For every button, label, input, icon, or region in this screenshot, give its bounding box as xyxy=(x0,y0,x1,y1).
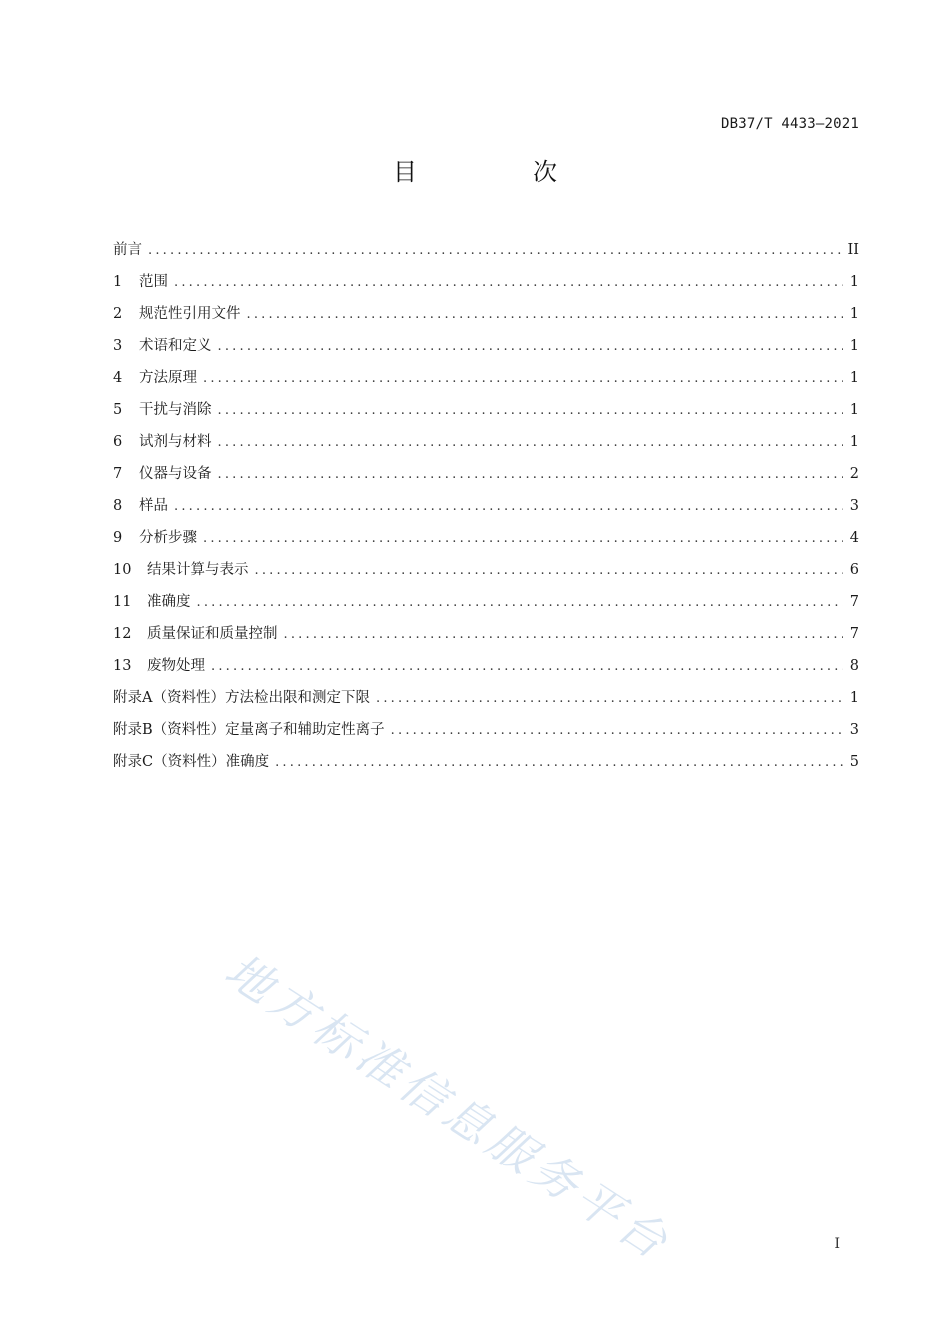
page-number: I xyxy=(834,1236,840,1252)
toc-entry[interactable] xyxy=(113,654,859,686)
toc-leader-dots xyxy=(174,275,843,290)
toc-entry-label: 干扰与消除 xyxy=(139,402,212,418)
toc-title: 目 次 xyxy=(393,158,603,186)
toc-entry-number: 10 xyxy=(113,562,132,578)
toc-entry-label: 准确度 xyxy=(147,594,191,610)
toc-leader-dots xyxy=(255,563,844,578)
toc-entry[interactable] xyxy=(113,270,859,302)
toc-entry-page: 3 xyxy=(849,722,859,738)
toc-leader-dots xyxy=(218,403,844,418)
toc-leader-dots xyxy=(197,595,844,610)
toc-entry-number: 7 xyxy=(113,466,123,482)
toc-entry[interactable] xyxy=(113,462,859,494)
toc-leader-dots xyxy=(211,659,843,674)
toc-leader-dots xyxy=(391,723,843,738)
toc-entry-number: 6 xyxy=(113,434,123,450)
toc-entry-number: 8 xyxy=(113,498,123,514)
toc-leader-dots xyxy=(284,627,844,642)
toc-leader-dots xyxy=(247,307,844,322)
toc-leader-dots xyxy=(275,755,843,770)
toc-entry-label: 结果计算与表示 xyxy=(147,562,249,578)
toc-entry[interactable] xyxy=(113,750,859,782)
toc-entry-page: 1 xyxy=(849,338,859,354)
toc-leader-dots xyxy=(203,531,843,546)
toc-leader-dots xyxy=(203,371,843,386)
toc-entry-label: 废物处理 xyxy=(147,658,205,674)
toc-entry-page: 6 xyxy=(849,562,859,578)
toc-entry-page: 2 xyxy=(849,466,859,482)
toc-entry[interactable] xyxy=(113,718,859,750)
toc-entry[interactable] xyxy=(113,238,859,270)
toc-entry[interactable] xyxy=(113,590,859,622)
toc-entry-page: 1 xyxy=(849,274,859,290)
toc-leader-dots xyxy=(376,691,843,706)
toc-entry-label: 术语和定义 xyxy=(139,338,212,354)
toc-entry-page: 3 xyxy=(849,498,859,514)
toc-entry-page: 5 xyxy=(849,754,859,770)
toc-entry[interactable] xyxy=(113,622,859,654)
toc-entry-label: 范围 xyxy=(139,274,168,290)
toc-entry-number: 2 xyxy=(113,306,123,322)
toc-entry[interactable] xyxy=(113,430,859,462)
toc-entry-label: 试剂与材料 xyxy=(139,434,212,450)
toc-entry-page: II xyxy=(847,242,859,258)
toc-entry-page: 7 xyxy=(849,626,859,642)
toc-entry[interactable] xyxy=(113,302,859,334)
toc-entry-number: 9 xyxy=(113,530,123,546)
toc-entry-page: 8 xyxy=(849,658,859,674)
toc-entry-number: 13 xyxy=(113,658,132,674)
toc-entry-label: 规范性引用文件 xyxy=(139,306,241,322)
toc-entry-label: 仪器与设备 xyxy=(139,466,212,482)
toc-entry-page: 1 xyxy=(849,434,859,450)
toc-entry-page: 1 xyxy=(849,690,859,706)
toc-entry-page: 1 xyxy=(849,370,859,386)
toc-entry-number: 11 xyxy=(113,594,132,610)
toc-entry-number: 5 xyxy=(113,402,123,418)
toc-entry-page: 4 xyxy=(849,530,859,546)
toc-entry-label: 质量保证和质量控制 xyxy=(147,626,278,642)
toc-leader-dots xyxy=(174,499,843,514)
toc-entry-label: 方法原理 xyxy=(139,370,197,386)
toc-entry-page: 1 xyxy=(849,306,859,322)
toc-leader-dots xyxy=(148,243,842,258)
watermark: 地方标准信息服务平台 xyxy=(215,942,682,1272)
toc-entry-number: 12 xyxy=(113,626,132,642)
toc-entry[interactable] xyxy=(113,526,859,558)
table-of-contents xyxy=(113,238,859,782)
toc-leader-dots xyxy=(218,467,844,482)
toc-entry-label: 附录C（资料性）准确度 xyxy=(113,754,270,770)
toc-entry-number: 4 xyxy=(113,370,123,386)
toc-leader-dots xyxy=(218,339,844,354)
toc-entry[interactable] xyxy=(113,686,859,718)
toc-entry-label: 分析步骤 xyxy=(139,530,197,546)
toc-entry[interactable] xyxy=(113,558,859,590)
toc-entry[interactable] xyxy=(113,398,859,430)
document-code: DB37/T 4433—2021 xyxy=(720,116,859,132)
toc-entry[interactable] xyxy=(113,366,859,398)
toc-entry-label: 样品 xyxy=(139,498,168,514)
toc-entry-page: 1 xyxy=(849,402,859,418)
toc-entry[interactable] xyxy=(113,334,859,366)
toc-entry-label: 附录A（资料性）方法检出限和测定下限 xyxy=(113,690,370,706)
toc-leader-dots xyxy=(218,435,844,450)
toc-entry-label: 附录B（资料性）定量离子和辅助定性离子 xyxy=(113,722,385,738)
toc-entry-number: 3 xyxy=(113,338,123,354)
toc-entry-number: 1 xyxy=(113,274,123,290)
toc-entry-page: 7 xyxy=(849,594,859,610)
toc-entry[interactable] xyxy=(113,494,859,526)
toc-entry-label: 前言 xyxy=(113,242,142,258)
